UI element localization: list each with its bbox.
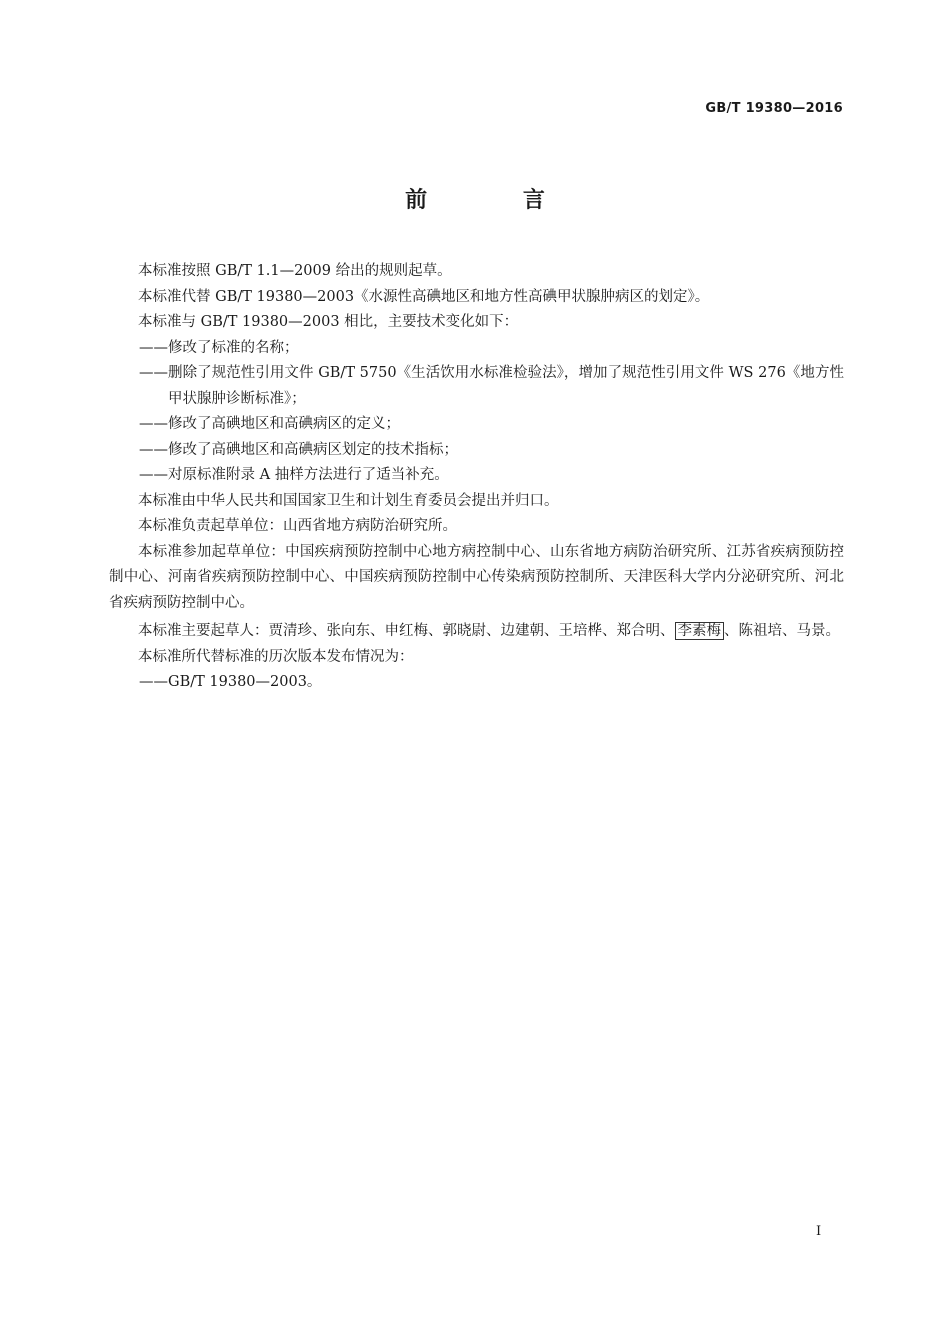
page-title: 前 言	[405, 188, 589, 213]
standard-code: GB/T 19380—2016	[705, 101, 843, 116]
main-drafters-tail: 、陈祖培、马景。	[724, 623, 840, 639]
paragraph-changes-intro: 本标准与 GB/T 19380—2003 相比，主要技术变化如下：	[138, 314, 519, 330]
paragraph-history-intro: 本标准所代替标准的历次版本发布情况为：	[138, 648, 414, 665]
change-item-1: ——修改了标准的名称；	[139, 339, 299, 356]
main-drafters-text: 本标准主要起草人：贾清珍、张向东、申红梅、郭晓尉、边建朝、王培桦、郑合明、	[138, 623, 675, 639]
change-item-3: ——修改了高碘地区和高碘病区的定义；	[139, 416, 400, 432]
history-item-1: ——GB/T 19380—2003。	[139, 674, 322, 690]
boxed-drafter-name: 李素梅	[675, 622, 725, 640]
paragraph-main-drafters	[109, 619, 844, 645]
paragraph-participating-drafters: 本标准参加起草单位：中国疾病预防控制中心地方病控制中心、山东省地方病防治研究所、江苏省疾病预防控制中心、河南省疾病预防控制中心、中国疾病预防控制中心传染病预防控制所、天津医科大学内分泌研究所、河北省疾病预防控制中心。	[109, 543, 844, 611]
foreword-body	[109, 259, 844, 696]
paragraph-proposer: 本标准由中华人民共和国国家卫生和计划生育委员会提出并归口。	[138, 492, 559, 509]
change-item-2: ——删除了规范性引用文件 GB/T 5750《生活饮用水标准检验法》，增加了规范性引用文件 WS 276《地方性甲状腺肿诊断标准》；	[139, 365, 844, 407]
change-item-5: ——对原标准附录 A 抽样方法进行了适当补充。	[139, 467, 449, 483]
paragraph-drafting-rules: 本标准按照 GB/T 1.1—2009 给出的规则起草。	[138, 263, 452, 279]
change-item-4: ——修改了高碘地区和高碘病区划定的技术指标；	[139, 441, 458, 458]
page-number: I	[816, 1224, 822, 1239]
paragraph-replaces: 本标准代替 GB/T 19380—2003《水源性高碘地区和地方性高碘甲状腺肿病区的划定》。	[138, 288, 710, 305]
paragraph-lead-drafter: 本标准负责起草单位：山西省地方病防治研究所。	[138, 518, 457, 534]
